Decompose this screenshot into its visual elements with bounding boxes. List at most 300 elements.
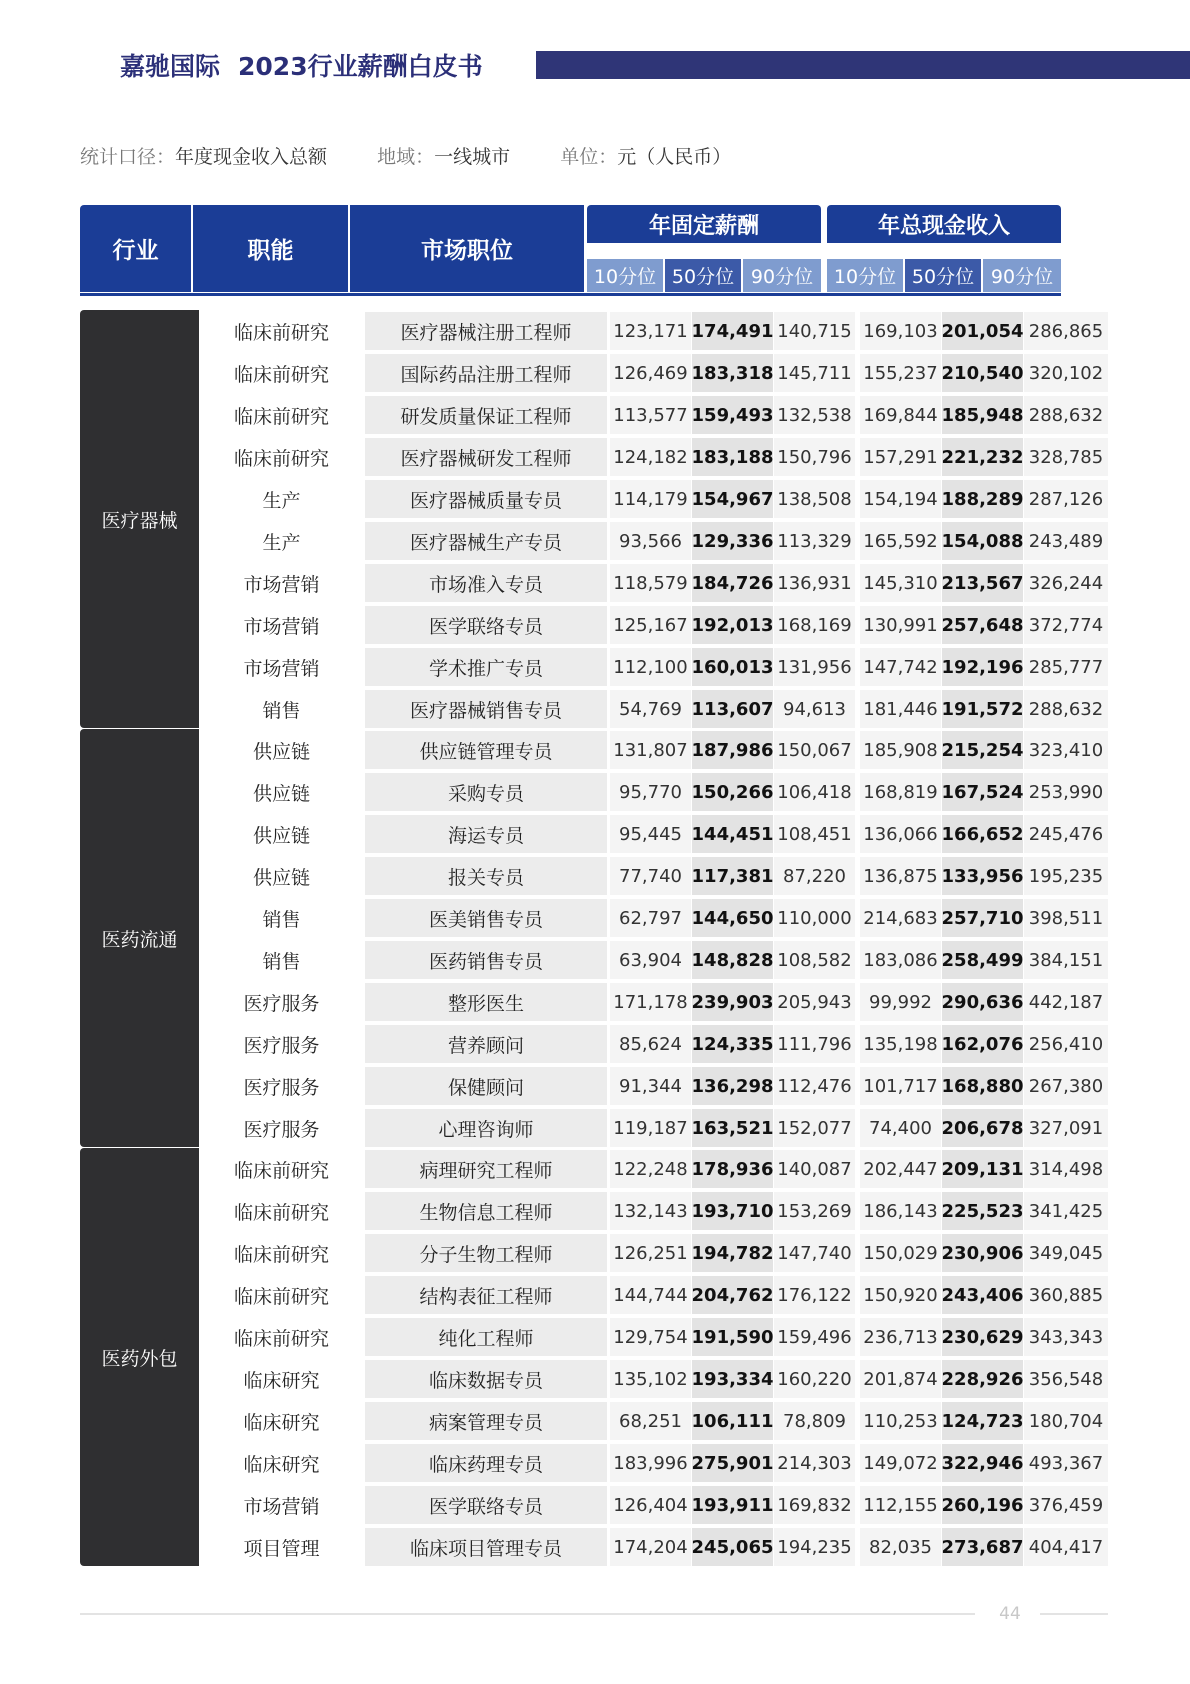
function-cell: 临床前研究: [233, 1159, 329, 1182]
function-cell: 临床前研究: [233, 1201, 329, 1224]
brand-name: 嘉驰国际: [120, 52, 221, 81]
fixed-p10-cell: 119,187: [610, 1109, 691, 1147]
fixed-p90-cell: 153,269: [774, 1192, 855, 1230]
fixed-p90-cell: 106,418: [774, 773, 855, 811]
fixed-p50-cell: 144,451: [692, 815, 773, 853]
fixed-p10-cell: 118,579: [610, 564, 691, 602]
position-cell: 采购专员: [365, 773, 607, 811]
total-p90-cell: 343,343: [1024, 1318, 1108, 1356]
table-row: [200, 1190, 1108, 1232]
table-row: [200, 855, 1108, 897]
fixed-p90-cell: 147,740: [774, 1234, 855, 1272]
total-p10-cell: 236,713: [860, 1318, 941, 1356]
total-p10-cell: 169,103: [860, 312, 941, 350]
position-cell: 临床数据专员: [365, 1360, 607, 1398]
table-row: [200, 394, 1108, 436]
fixed-p10-cell: 125,167: [610, 606, 691, 644]
fixed-p90-cell: 108,582: [774, 941, 855, 979]
fixed-p90-cell: 131,956: [774, 648, 855, 686]
fixed-p10-cell: 62,797: [610, 899, 691, 937]
total-p10-cell: 149,072: [860, 1444, 941, 1482]
fixed-p90-cell: 132,538: [774, 396, 855, 434]
total-p50-cell: 206,678: [942, 1109, 1023, 1147]
header-position: 市场职位: [350, 205, 584, 292]
fixed-p10-cell: 54,769: [610, 690, 691, 728]
fixed-p90-cell: 108,451: [774, 815, 855, 853]
industry-rows: [200, 1148, 1108, 1568]
position-cell: 医疗器械销售专员: [365, 690, 607, 728]
position-cell: 报关专员: [365, 857, 607, 895]
position-cell: 心理咨询师: [365, 1109, 607, 1147]
function-cell: 临床研究: [243, 1369, 320, 1392]
fixed-p90-cell: 113,329: [774, 522, 855, 560]
total-p90-cell: 314,498: [1024, 1150, 1108, 1188]
function-cell: 市场营销: [243, 657, 320, 680]
fixed-p50-cell: 159,493: [692, 396, 773, 434]
fixed-p90-cell: 87,220: [774, 857, 855, 895]
total-p10-cell: 74,400: [860, 1109, 941, 1147]
fixed-p10-cell: 85,624: [610, 1025, 691, 1063]
fixed-p90-cell: 145,711: [774, 354, 855, 392]
fixed-p50-cell: 150,266: [692, 773, 773, 811]
fixed-p90-cell: 150,796: [774, 438, 855, 476]
header-fixed-pay: 年固定薪酬: [587, 205, 821, 243]
total-p10-cell: 154,194: [860, 480, 941, 518]
total-p10-cell: 202,447: [860, 1150, 941, 1188]
total-p90-cell: 286,865: [1024, 312, 1108, 350]
fixed-p10-cell: 113,577: [610, 396, 691, 434]
total-p10-cell: 168,819: [860, 773, 941, 811]
total-p10-cell: 101,717: [860, 1067, 941, 1105]
unit-label: 单位：: [560, 146, 618, 168]
fixed-p90-cell: 140,087: [774, 1150, 855, 1188]
unit-value: 元（人民币）: [617, 146, 732, 168]
fixed-p10-cell: 95,445: [610, 815, 691, 853]
fixed-p50-cell: 129,336: [692, 522, 773, 560]
fixed-p50-cell: 192,013: [692, 606, 773, 644]
total-p90-cell: 253,990: [1024, 773, 1108, 811]
fixed-p90-cell: 152,077: [774, 1109, 855, 1147]
total-p90-cell: 376,459: [1024, 1486, 1108, 1524]
total-p90-cell: 285,777: [1024, 648, 1108, 686]
fixed-p50-cell: 144,650: [692, 899, 773, 937]
position-cell: 学术推广专员: [365, 648, 607, 686]
total-p90-cell: 243,489: [1024, 522, 1108, 560]
table-row: [200, 646, 1108, 688]
total-p90-cell: 328,785: [1024, 438, 1108, 476]
table-row: [200, 1526, 1108, 1568]
table-row: [200, 1232, 1108, 1274]
function-cell: 销售: [262, 699, 301, 722]
total-p50-cell: 257,710: [942, 899, 1023, 937]
function-cell: 临床研究: [243, 1453, 320, 1476]
region-value: 一线城市: [434, 146, 511, 168]
total-p50-cell: 215,254: [942, 731, 1023, 769]
fixed-p50-cell: 178,936: [692, 1150, 773, 1188]
industry-rows: [200, 310, 1108, 730]
fixed-p50-cell: 163,521: [692, 1109, 773, 1147]
function-cell: 医疗服务: [243, 1076, 320, 1099]
table-row: [200, 1484, 1108, 1526]
header-fixed-p10: 10分位: [587, 259, 663, 292]
table-row: [200, 1065, 1108, 1107]
header-total-p10: 10分位: [827, 259, 903, 292]
total-p10-cell: 181,446: [860, 690, 941, 728]
total-p50-cell: 166,652: [942, 815, 1023, 853]
function-cell: 市场营销: [243, 1495, 320, 1518]
position-cell: 临床药理专员: [365, 1444, 607, 1482]
total-p90-cell: 288,632: [1024, 396, 1108, 434]
position-cell: 临床项目管理专员: [365, 1528, 607, 1566]
fixed-p50-cell: 117,381: [692, 857, 773, 895]
total-p50-cell: 228,926: [942, 1360, 1023, 1398]
total-p50-cell: 225,523: [942, 1192, 1023, 1230]
total-p90-cell: 245,476: [1024, 815, 1108, 853]
table-row: [200, 1148, 1108, 1190]
header-underline: [80, 293, 1061, 296]
total-p50-cell: 257,648: [942, 606, 1023, 644]
fixed-p90-cell: 78,809: [774, 1402, 855, 1440]
total-p50-cell: 201,054: [942, 312, 1023, 350]
header-function: 职能: [193, 205, 348, 292]
total-p90-cell: 256,410: [1024, 1025, 1108, 1063]
total-p10-cell: 135,198: [860, 1025, 941, 1063]
total-p10-cell: 112,155: [860, 1486, 941, 1524]
function-cell: 生产: [262, 531, 301, 554]
total-p10-cell: 165,592: [860, 522, 941, 560]
fixed-p50-cell: 148,828: [692, 941, 773, 979]
fixed-p10-cell: 95,770: [610, 773, 691, 811]
position-cell: 医学联络专员: [365, 606, 607, 644]
position-cell: 医疗器械生产专员: [365, 522, 607, 560]
table-row: [200, 562, 1108, 604]
table-row: [200, 352, 1108, 394]
position-cell: 国际药品注册工程师: [365, 354, 607, 392]
fixed-p10-cell: 132,143: [610, 1192, 691, 1230]
fixed-p50-cell: 113,607: [692, 690, 773, 728]
position-cell: 医疗器械质量专员: [365, 480, 607, 518]
total-p50-cell: 258,499: [942, 941, 1023, 979]
fixed-p50-cell: 124,335: [692, 1025, 773, 1063]
total-p10-cell: 110,253: [860, 1402, 941, 1440]
total-p90-cell: 288,632: [1024, 690, 1108, 728]
table-row: [200, 520, 1108, 562]
fixed-p50-cell: 160,013: [692, 648, 773, 686]
function-cell: 供应链: [252, 866, 310, 889]
table-row: [200, 1274, 1108, 1316]
total-p90-cell: 349,045: [1024, 1234, 1108, 1272]
fixed-p90-cell: 111,796: [774, 1025, 855, 1063]
fixed-p10-cell: 68,251: [610, 1402, 691, 1440]
position-cell: 结构表征工程师: [365, 1276, 607, 1314]
fixed-p90-cell: 168,169: [774, 606, 855, 644]
total-p50-cell: 168,880: [942, 1067, 1023, 1105]
position-cell: 医药销售专员: [365, 941, 607, 979]
total-p90-cell: 372,774: [1024, 606, 1108, 644]
total-p90-cell: 442,187: [1024, 983, 1108, 1021]
total-p50-cell: 273,687: [942, 1528, 1023, 1566]
fixed-p90-cell: 138,508: [774, 480, 855, 518]
table-row: [200, 310, 1108, 352]
fixed-p10-cell: 171,178: [610, 983, 691, 1021]
total-p90-cell: 195,235: [1024, 857, 1108, 895]
function-cell: 临床前研究: [233, 1243, 329, 1266]
total-p50-cell: 243,406: [942, 1276, 1023, 1314]
position-cell: 医疗器械注册工程师: [365, 312, 607, 350]
total-p50-cell: 221,232: [942, 438, 1023, 476]
total-p90-cell: 384,151: [1024, 941, 1108, 979]
report-name: 2023行业薪酬白皮书: [238, 52, 483, 81]
position-cell: 整形医生: [365, 983, 607, 1021]
total-p10-cell: 186,143: [860, 1192, 941, 1230]
industry-cell: 医药流通: [80, 729, 199, 1147]
fixed-p10-cell: 131,807: [610, 731, 691, 769]
total-p50-cell: 185,948: [942, 396, 1023, 434]
fixed-p90-cell: 112,476: [774, 1067, 855, 1105]
fixed-p90-cell: 140,715: [774, 312, 855, 350]
total-p50-cell: 154,088: [942, 522, 1023, 560]
position-cell: 医美销售专员: [365, 899, 607, 937]
table-row: [200, 1107, 1108, 1149]
fixed-p50-cell: 275,901: [692, 1444, 773, 1482]
fixed-p50-cell: 187,986: [692, 731, 773, 769]
total-p50-cell: 192,196: [942, 648, 1023, 686]
total-p90-cell: 180,704: [1024, 1402, 1108, 1440]
header-total-cash: 年总现金收入: [827, 205, 1061, 243]
position-cell: 医学联络专员: [365, 1486, 607, 1524]
total-p10-cell: 147,742: [860, 648, 941, 686]
table-row: [200, 436, 1108, 478]
fixed-p10-cell: 93,566: [610, 522, 691, 560]
total-p10-cell: 185,908: [860, 731, 941, 769]
fixed-p10-cell: 126,404: [610, 1486, 691, 1524]
total-p90-cell: 327,091: [1024, 1109, 1108, 1147]
function-cell: 销售: [262, 908, 301, 931]
fixed-p10-cell: 63,904: [610, 941, 691, 979]
total-p50-cell: 209,131: [942, 1150, 1023, 1188]
total-p10-cell: 214,683: [860, 899, 941, 937]
fixed-p50-cell: 204,762: [692, 1276, 773, 1314]
industry-cell: 医疗器械: [80, 310, 199, 728]
fixed-p10-cell: 126,251: [610, 1234, 691, 1272]
total-p10-cell: 99,992: [860, 983, 941, 1021]
header-bar: [536, 51, 1190, 79]
position-cell: 研发质量保证工程师: [365, 396, 607, 434]
table-row: [200, 1023, 1108, 1065]
fixed-p10-cell: 126,469: [610, 354, 691, 392]
total-p50-cell: 191,572: [942, 690, 1023, 728]
total-p90-cell: 267,380: [1024, 1067, 1108, 1105]
fixed-p10-cell: 123,171: [610, 312, 691, 350]
fixed-p10-cell: 91,344: [610, 1067, 691, 1105]
function-cell: 临床前研究: [233, 447, 329, 470]
position-cell: 市场准入专员: [365, 564, 607, 602]
function-cell: 项目管理: [243, 1537, 320, 1560]
fixed-p10-cell: 114,179: [610, 480, 691, 518]
scope-label: 统计口径：: [80, 146, 176, 168]
report-title: [120, 50, 483, 84]
fixed-p90-cell: 159,496: [774, 1318, 855, 1356]
fixed-p90-cell: 176,122: [774, 1276, 855, 1314]
total-p50-cell: 162,076: [942, 1025, 1023, 1063]
header-total-p90: 90分位: [983, 259, 1061, 292]
fixed-p50-cell: 239,903: [692, 983, 773, 1021]
table-row: [200, 1400, 1108, 1442]
fixed-p10-cell: 112,100: [610, 648, 691, 686]
fixed-p90-cell: 110,000: [774, 899, 855, 937]
fixed-p10-cell: 135,102: [610, 1360, 691, 1398]
table-row: [200, 771, 1108, 813]
fixed-p90-cell: 205,943: [774, 983, 855, 1021]
table-row: [200, 688, 1108, 730]
fixed-p50-cell: 191,590: [692, 1318, 773, 1356]
total-p10-cell: 82,035: [860, 1528, 941, 1566]
total-p10-cell: 145,310: [860, 564, 941, 602]
total-p50-cell: 290,636: [942, 983, 1023, 1021]
total-p90-cell: 287,126: [1024, 480, 1108, 518]
fixed-p50-cell: 136,298: [692, 1067, 773, 1105]
table-meta: [80, 144, 731, 170]
industry-cell: 医药外包: [80, 1148, 199, 1566]
total-p50-cell: 230,629: [942, 1318, 1023, 1356]
function-cell: 市场营销: [243, 573, 320, 596]
position-cell: 分子生物工程师: [365, 1234, 607, 1272]
fixed-p90-cell: 160,220: [774, 1360, 855, 1398]
total-p10-cell: 201,874: [860, 1360, 941, 1398]
fixed-p10-cell: 174,204: [610, 1528, 691, 1566]
header-industry: 行业: [80, 205, 191, 292]
scope-value: 年度现金收入总额: [175, 146, 328, 168]
footer-line-left: [80, 1613, 975, 1615]
fixed-p50-cell: 193,334: [692, 1360, 773, 1398]
table-row: [200, 897, 1108, 939]
total-p50-cell: 260,196: [942, 1486, 1023, 1524]
fixed-p50-cell: 183,318: [692, 354, 773, 392]
position-cell: 生物信息工程师: [365, 1192, 607, 1230]
fixed-p50-cell: 245,065: [692, 1528, 773, 1566]
header-total-p50: 50分位: [905, 259, 981, 292]
total-p10-cell: 155,237: [860, 354, 941, 392]
function-cell: 供应链: [252, 824, 310, 847]
total-p90-cell: 323,410: [1024, 731, 1108, 769]
fixed-p50-cell: 183,188: [692, 438, 773, 476]
function-cell: 市场营销: [243, 615, 320, 638]
fixed-p90-cell: 169,832: [774, 1486, 855, 1524]
fixed-p50-cell: 154,967: [692, 480, 773, 518]
function-cell: 供应链: [252, 740, 310, 763]
total-p50-cell: 322,946: [942, 1444, 1023, 1482]
total-p90-cell: 326,244: [1024, 564, 1108, 602]
table-row: [200, 981, 1108, 1023]
total-p10-cell: 169,844: [860, 396, 941, 434]
fixed-p10-cell: 183,996: [610, 1444, 691, 1482]
fixed-p90-cell: 150,067: [774, 731, 855, 769]
position-cell: 海运专员: [365, 815, 607, 853]
total-p90-cell: 493,367: [1024, 1444, 1108, 1482]
total-p90-cell: 398,511: [1024, 899, 1108, 937]
function-cell: 临床研究: [243, 1411, 320, 1434]
fixed-p90-cell: 94,613: [774, 690, 855, 728]
fixed-p50-cell: 106,111: [692, 1402, 773, 1440]
total-p10-cell: 150,029: [860, 1234, 941, 1272]
function-cell: 临床前研究: [233, 1285, 329, 1308]
fixed-p90-cell: 194,235: [774, 1528, 855, 1566]
fixed-p50-cell: 174,491: [692, 312, 773, 350]
position-cell: 病理研究工程师: [365, 1150, 607, 1188]
total-p50-cell: 210,540: [942, 354, 1023, 392]
industry-rows: [200, 729, 1108, 1149]
function-cell: 生产: [262, 489, 301, 512]
function-cell: 临床前研究: [233, 363, 329, 386]
table-row: [200, 1316, 1108, 1358]
table-row: [200, 604, 1108, 646]
function-cell: 医疗服务: [243, 1118, 320, 1141]
total-p50-cell: 213,567: [942, 564, 1023, 602]
fixed-p90-cell: 136,931: [774, 564, 855, 602]
function-cell: 销售: [262, 950, 301, 973]
position-cell: 病案管理专员: [365, 1402, 607, 1440]
function-cell: 临床前研究: [233, 321, 329, 344]
total-p50-cell: 124,723: [942, 1402, 1023, 1440]
fixed-p10-cell: 124,182: [610, 438, 691, 476]
function-cell: 医疗服务: [243, 992, 320, 1015]
fixed-p50-cell: 193,911: [692, 1486, 773, 1524]
position-cell: 纯化工程师: [365, 1318, 607, 1356]
fixed-p10-cell: 144,744: [610, 1276, 691, 1314]
position-cell: 医疗器械研发工程师: [365, 438, 607, 476]
total-p90-cell: 341,425: [1024, 1192, 1108, 1230]
total-p50-cell: 188,289: [942, 480, 1023, 518]
position-cell: 营养顾问: [365, 1025, 607, 1063]
function-cell: 临床前研究: [233, 405, 329, 428]
fixed-p50-cell: 193,710: [692, 1192, 773, 1230]
function-cell: 医疗服务: [243, 1034, 320, 1057]
total-p10-cell: 157,291: [860, 438, 941, 476]
table-row: [200, 1442, 1108, 1484]
total-p10-cell: 150,920: [860, 1276, 941, 1314]
table-row: [200, 478, 1108, 520]
fixed-p90-cell: 214,303: [774, 1444, 855, 1482]
table-row: [200, 813, 1108, 855]
table-row: [200, 939, 1108, 981]
total-p10-cell: 136,875: [860, 857, 941, 895]
position-cell: 供应链管理专员: [365, 731, 607, 769]
table-row: [200, 729, 1108, 771]
page-number: 44: [999, 1604, 1021, 1624]
fixed-p10-cell: 129,754: [610, 1318, 691, 1356]
total-p50-cell: 133,956: [942, 857, 1023, 895]
header-fixed-p50: 50分位: [665, 259, 741, 292]
region-label: 地域：: [377, 146, 435, 168]
footer-line-right: [1040, 1613, 1108, 1615]
total-p90-cell: 320,102: [1024, 354, 1108, 392]
fixed-p10-cell: 122,248: [610, 1150, 691, 1188]
fixed-p10-cell: 77,740: [610, 857, 691, 895]
total-p50-cell: 230,906: [942, 1234, 1023, 1272]
function-cell: 供应链: [252, 782, 310, 805]
total-p50-cell: 167,524: [942, 773, 1023, 811]
total-p90-cell: 356,548: [1024, 1360, 1108, 1398]
total-p10-cell: 130,991: [860, 606, 941, 644]
total-p10-cell: 136,066: [860, 815, 941, 853]
function-cell: 临床前研究: [233, 1327, 329, 1350]
position-cell: 保健顾问: [365, 1067, 607, 1105]
table-row: [200, 1358, 1108, 1400]
fixed-p50-cell: 184,726: [692, 564, 773, 602]
header-fixed-p90: 90分位: [743, 259, 821, 292]
total-p10-cell: 183,086: [860, 941, 941, 979]
total-p90-cell: 404,417: [1024, 1528, 1108, 1566]
